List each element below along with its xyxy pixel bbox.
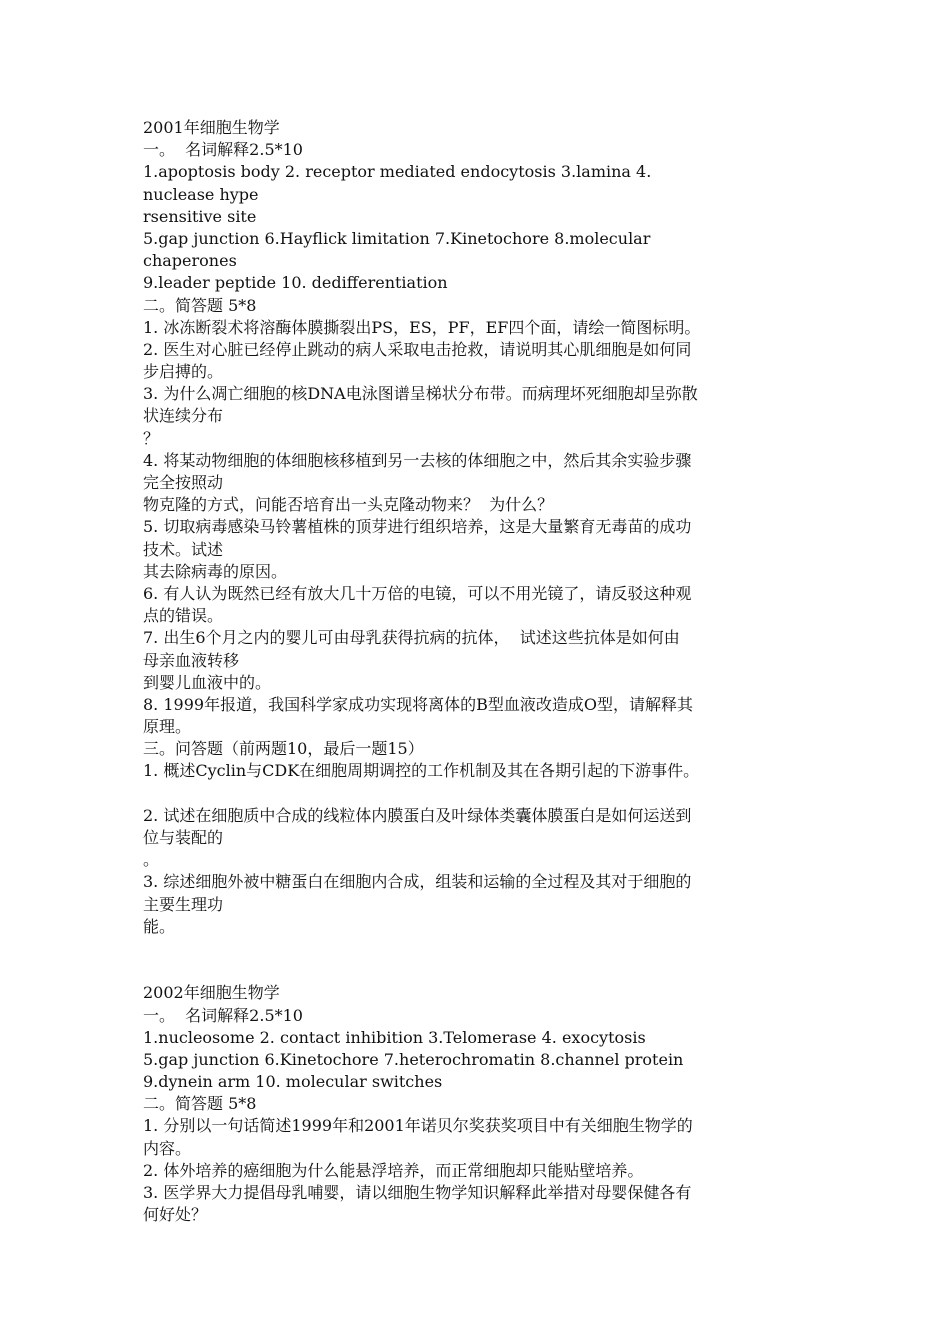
short-answer-line: 1. 冰冻断裂术将溶酶体膜撕裂出PS，ES，PF，EF四个面，请绘一简图标明。 bbox=[143, 317, 701, 337]
short-answer-line: 物克隆的方式，问能否培育出一头克隆动物来？ 为什么？ bbox=[143, 495, 554, 515]
essay-line: 能。 bbox=[143, 916, 176, 936]
essay-line: 主要生理功 bbox=[143, 894, 224, 914]
short-answer-line: 母亲血液转移 bbox=[143, 650, 240, 670]
short-answer-line: 完全按照动 bbox=[143, 473, 224, 492]
short-answer-line: 点的错误。 bbox=[143, 606, 224, 626]
section-title-2001: 2001年细胞生物学 bbox=[143, 118, 280, 137]
document-page bbox=[143, 117, 813, 1226]
short-answer-line: 4. 将某动物细胞的体细胞核移植到另一去核的体细胞之中，然后其余实验步骤 bbox=[143, 450, 692, 470]
short-answer-line: 其去除病毒的原因。 bbox=[143, 561, 288, 581]
short-answer-line: 5. 切取病毒感染马铃薯植株的顶芽进行组织培养，这是大量繁育无毒苗的成功 bbox=[143, 517, 692, 537]
essay-line bbox=[143, 783, 813, 805]
terms-line: 1.apoptosis body 2. receptor mediated endocytosis 3.lamina 4. bbox=[143, 162, 652, 182]
heading-terms-2001: 一。 名词解释2.5*10 bbox=[143, 140, 303, 160]
short-answer-line: 2. 体外培养的癌细胞为什么能悬浮培养，而正常细胞却只能贴壁培养。 bbox=[143, 1160, 644, 1180]
terms-line: 5.gap junction 6.Kinetochore 7.heterochromatin 8.channel protein bbox=[143, 1049, 684, 1069]
section-spacer bbox=[143, 938, 813, 982]
terms-line: 5.gap junction 6.Hayflick limitation 7.Kinetochore 8.molecular bbox=[143, 228, 651, 248]
short-answer-line: 6. 有人认为既然已经有放大几十万倍的电镜，可以不用光镜了，请反驳这种观 bbox=[143, 583, 692, 603]
essay-line: 。 bbox=[143, 850, 160, 870]
short-answer-line: 8. 1999年报道，我国科学家成功实现将离体的B型血液改造成O型，请解释其 bbox=[143, 694, 693, 714]
short-answer-line: 3. 医学界大力提倡母乳哺婴，请以细胞生物学知识解释此举措对母婴保健各有 bbox=[143, 1183, 692, 1203]
essay-line: 1. 概述Cyclin与CDK在细胞周期调控的工作机制及其在各期引起的下游事件。 bbox=[143, 761, 700, 781]
short-answer-line: ？ bbox=[143, 428, 160, 448]
short-answer-line: 原理。 bbox=[143, 717, 192, 737]
terms-line: 9.leader peptide 10. dedifferentiation bbox=[143, 273, 448, 293]
short-answer-line: 1. 分别以一句话简述1999年和2001年诺贝尔奖获奖项目中有关细胞生物学的 bbox=[143, 1116, 693, 1136]
terms-line: 9.dynein arm 10. molecular switches bbox=[143, 1072, 443, 1092]
short-answer-line: 到婴儿血液中的。 bbox=[143, 672, 272, 692]
essay-line: 2. 试述在细胞质中合成的线粒体内膜蛋白及叶绿体类囊体膜蛋白是如何运送到 bbox=[143, 805, 692, 825]
short-answer-line: 状连续分布 bbox=[143, 406, 224, 426]
heading-short-answer-2002: 二。简答题 5*8 bbox=[143, 1094, 257, 1114]
terms-line: chaperones bbox=[143, 251, 237, 271]
short-answer-line: 步启搏的。 bbox=[143, 362, 224, 382]
short-answer-line: 2. 医生对心脏已经停止跳动的病人采取电击抢救，请说明其心肌细胞是如何同 bbox=[143, 339, 692, 359]
terms-line: rsensitive site bbox=[143, 206, 257, 226]
short-answer-line: 技术。试述 bbox=[143, 539, 224, 559]
short-answer-line: 7. 出生6个月之内的婴儿可由母乳获得抗病的抗体， 试述这些抗体是如何由 bbox=[143, 628, 680, 648]
essay-line: 位与装配的 bbox=[143, 828, 224, 847]
heading-short-answer-2001: 二。简答题 5*8 bbox=[143, 295, 257, 315]
heading-terms-2002: 一。 名词解释2.5*10 bbox=[143, 1005, 303, 1025]
short-answer-line: 3. 为什么凋亡细胞的核DNA电泳图谱呈梯状分布带。而病理坏死细胞却呈弥散 bbox=[143, 384, 698, 404]
terms-line: nuclease hype bbox=[143, 184, 259, 204]
heading-essay-2001: 三。问答题（前两题10，最后一题15） bbox=[143, 739, 424, 759]
terms-line: 1.nucleosome 2. contact inhibition 3.Telomerase 4. exocytosis bbox=[143, 1027, 646, 1047]
short-answer-line: 何好处？ bbox=[143, 1205, 208, 1225]
section-title-2002: 2002年细胞生物学 bbox=[143, 983, 280, 1003]
short-answer-line: 内容。 bbox=[143, 1138, 192, 1158]
essay-line: 3. 综述细胞外被中糖蛋白在细胞内合成，组装和运输的全过程及其对于细胞的 bbox=[143, 872, 692, 892]
